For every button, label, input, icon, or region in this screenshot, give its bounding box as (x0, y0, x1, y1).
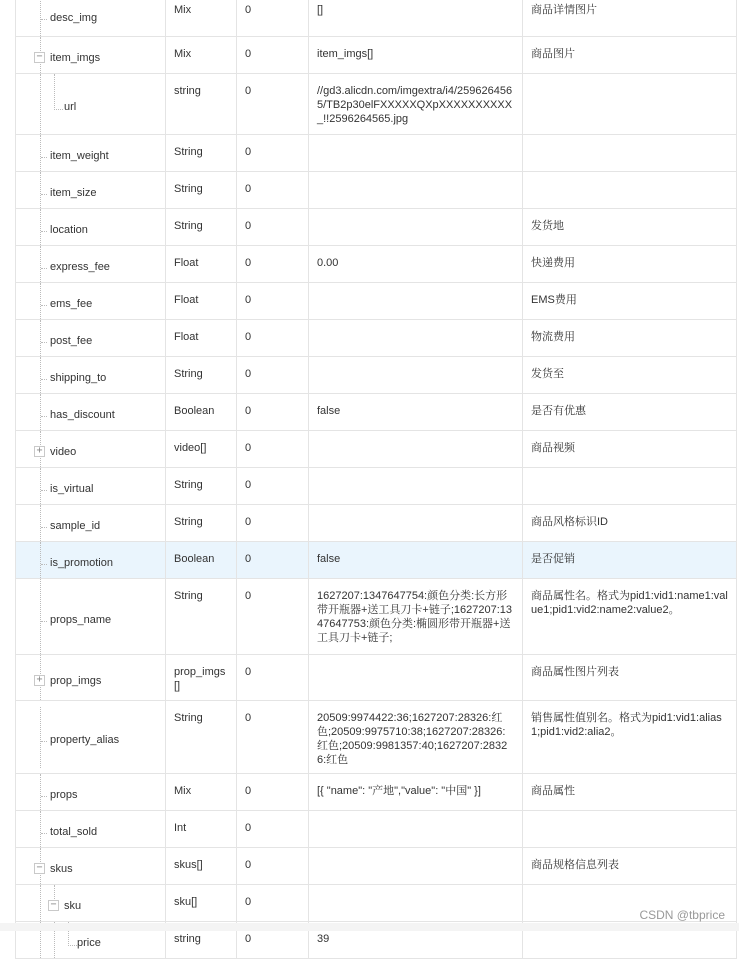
field-example-cell (309, 357, 523, 394)
field-name-cell (16, 505, 166, 542)
field-name-cell (16, 246, 166, 283)
field-name: props_name (50, 613, 112, 626)
field-example-cell: [{ "name": "产地","value": "中国" }] (309, 774, 523, 811)
field-desc-cell (523, 468, 737, 505)
field-name-cell (16, 172, 166, 209)
table-row (16, 283, 737, 320)
field-name-cell (16, 848, 166, 885)
field-name-cell (16, 135, 166, 172)
field-required-cell: 0 (237, 542, 309, 579)
field-required-cell: 0 (237, 74, 309, 135)
field-required-cell: 0 (237, 135, 309, 172)
field-example-cell: 1627207:1347647754:颜色分类:长方形带开瓶器+送工具刀卡+链子;1627207:1347647753:颜色分类:椭圆形带开瓶器+送工具刀卡+链子; (309, 579, 523, 655)
field-name: location (50, 224, 88, 236)
field-type-cell: Float (166, 246, 237, 283)
tree-dash (41, 833, 47, 834)
table-row (16, 811, 737, 848)
field-desc-cell: 发货至 (523, 357, 737, 394)
tree-line (40, 172, 41, 208)
tree-dash (41, 741, 47, 742)
table-row (16, 357, 737, 394)
tree-line (40, 283, 41, 319)
field-example-cell: false (309, 542, 523, 579)
table-row (16, 37, 737, 74)
field-required-cell: 0 (237, 848, 309, 885)
field-example-cell: //gd3.alicdn.com/imgextra/i4/2596264565/TB2p30elFXXXXXQXpXXXXXXXXXX_!!2596264565.jpg (309, 74, 523, 135)
field-name-cell (16, 468, 166, 505)
field-desc-cell: 商品属性 (523, 774, 737, 811)
table-row (16, 579, 737, 655)
field-name: item_imgs (50, 52, 101, 64)
field-desc-cell (523, 172, 737, 209)
field-type-cell: String (166, 579, 237, 655)
field-name: shipping_to (50, 372, 107, 384)
field-name: prop_imgs (50, 674, 102, 687)
field-type-cell: String (166, 357, 237, 394)
tree-elbow (54, 74, 63, 110)
field-type-cell: String (166, 135, 237, 172)
field-type-cell: Boolean (166, 542, 237, 579)
field-type-cell: String (166, 468, 237, 505)
table-row (16, 468, 737, 505)
table-row (16, 74, 737, 135)
field-required-cell: 0 (237, 37, 309, 74)
tree-line (40, 774, 41, 810)
field-desc-cell: 快递费用 (523, 246, 737, 283)
field-name: property_alias (50, 734, 120, 746)
field-name: ems_fee (50, 298, 93, 310)
tree-dash (41, 416, 47, 417)
field-desc-cell: 商品图片 (523, 37, 737, 74)
field-type-cell: string (166, 922, 237, 959)
table-row (16, 885, 737, 922)
table-row (16, 209, 737, 246)
field-desc-cell: 商品视频 (523, 431, 737, 468)
field-name: url (64, 101, 77, 113)
field-example-cell (309, 811, 523, 848)
field-desc-cell: EMS费用 (523, 283, 737, 320)
tree-dash (41, 796, 47, 797)
field-name: has_discount (50, 409, 115, 421)
field-required-cell: 0 (237, 209, 309, 246)
field-required-cell: 0 (237, 579, 309, 655)
field-name: sample_id (50, 520, 101, 532)
field-required-cell: 0 (237, 0, 309, 37)
tree-line (40, 135, 41, 171)
field-desc-cell: 物流费用 (523, 320, 737, 357)
field-type-cell: Mix (166, 37, 237, 74)
field-example-cell (309, 283, 523, 320)
field-desc-cell: 商品规格信息列表 (523, 848, 737, 885)
field-name: props (50, 789, 78, 801)
field-name-cell (16, 701, 166, 774)
tree-dash (41, 157, 47, 158)
field-type-cell: Float (166, 320, 237, 357)
bottom-scroll-shade (0, 923, 739, 931)
field-required-cell: 0 (237, 922, 309, 959)
field-desc-cell: 商品详情图片 (523, 0, 737, 37)
field-desc-cell: 销售属性值别名。格式为pid1:vid1:alias1;pid1:vid2:alia2。 (523, 701, 737, 774)
field-desc-cell: 是否促销 (523, 542, 737, 579)
field-type-cell: Int (166, 811, 237, 848)
field-desc-cell: 商品属性名。格式为pid1:vid1:name1:value1;pid1:vid2:name2:value2。 (523, 579, 737, 655)
tree-dash (41, 19, 47, 20)
watermark: CSDN @tbprice (639, 908, 725, 922)
field-example-cell (309, 320, 523, 357)
field-example-cell: [] (309, 0, 523, 37)
field-name-cell (16, 209, 166, 246)
field-type-cell: skus[] (166, 848, 237, 885)
field-type-cell: prop_imgs[] (166, 655, 237, 701)
table-row (16, 505, 737, 542)
tree-line (40, 209, 41, 245)
field-required-cell: 0 (237, 394, 309, 431)
field-type-cell: String (166, 209, 237, 246)
field-desc-cell (523, 74, 737, 135)
tree-line (40, 579, 41, 654)
field-name-cell (16, 37, 166, 74)
field-name: sku (64, 900, 82, 912)
field-type-cell: Mix (166, 0, 237, 37)
field-example-cell (309, 135, 523, 172)
tree-line (40, 885, 41, 921)
table-row (16, 135, 737, 172)
table-row (16, 542, 737, 579)
tree-line (40, 74, 41, 134)
field-example-cell: 39 (309, 922, 523, 959)
field-name: item_size (50, 187, 97, 199)
table-row (16, 655, 737, 701)
field-desc-cell (523, 135, 737, 172)
table-row (16, 431, 737, 468)
field-example-cell (309, 172, 523, 209)
field-desc-cell: 发货地 (523, 209, 737, 246)
field-example-cell (309, 505, 523, 542)
tree-line (40, 811, 41, 847)
tree-dash (41, 231, 47, 232)
field-type-cell: Float (166, 283, 237, 320)
table-row (16, 320, 737, 357)
tree-line (40, 394, 41, 430)
field-required-cell: 0 (237, 172, 309, 209)
tree-dash (41, 268, 47, 269)
table-row (16, 774, 737, 811)
api-field-table (15, 0, 737, 959)
tree-line (40, 246, 41, 282)
table-row (16, 701, 737, 774)
field-type-cell: string (166, 74, 237, 135)
field-required-cell: 0 (237, 701, 309, 774)
field-name-cell (16, 774, 166, 811)
field-desc-cell: 商品风格标识ID (523, 505, 737, 542)
field-required-cell: 0 (237, 283, 309, 320)
field-required-cell: 0 (237, 357, 309, 394)
tree-line (40, 320, 41, 356)
field-name-cell (16, 431, 166, 468)
field-required-cell: 0 (237, 505, 309, 542)
tree-dash (41, 490, 47, 491)
field-required-cell: 0 (237, 431, 309, 468)
field-example-cell (309, 885, 523, 922)
field-name: video (50, 446, 77, 458)
table-row (16, 246, 737, 283)
field-required-cell: 0 (237, 811, 309, 848)
field-name-cell (16, 885, 166, 922)
tree-dash (41, 621, 47, 622)
field-example-cell: item_imgs[] (309, 37, 523, 74)
field-type-cell: video[] (166, 431, 237, 468)
tree-dash (41, 527, 47, 528)
field-name-cell (16, 283, 166, 320)
field-name: skus (50, 863, 73, 875)
field-required-cell: 0 (237, 885, 309, 922)
tree-line (40, 468, 41, 504)
table-row (16, 394, 737, 431)
field-name: post_fee (50, 335, 93, 347)
field-type-cell: String (166, 701, 237, 774)
tree-dash (41, 342, 47, 343)
field-example-cell (309, 848, 523, 885)
collapse-icon[interactable]: − (34, 52, 45, 63)
field-type-cell: String (166, 172, 237, 209)
tree-line (40, 707, 41, 768)
collapse-icon[interactable]: − (48, 900, 59, 911)
field-name: price (77, 937, 101, 949)
field-name-cell (16, 0, 166, 37)
field-name-cell (16, 394, 166, 431)
field-example-cell: 20509:9974422:36;1627207:28326:红色;20509:9975710:38;1627207:28326:红色;20509:9981357:40;1627207:28326:红色 (309, 701, 523, 774)
field-type-cell: sku[] (166, 885, 237, 922)
table-row (16, 848, 737, 885)
tree-dash (41, 564, 47, 565)
tree-line (40, 357, 41, 393)
field-required-cell: 0 (237, 246, 309, 283)
field-name-cell (16, 579, 166, 655)
field-desc-cell (523, 811, 737, 848)
field-name: express_fee (50, 261, 110, 273)
field-example-cell: 0.00 (309, 246, 523, 283)
field-type-cell: String (166, 505, 237, 542)
expand-icon[interactable]: + (34, 675, 45, 686)
field-example-cell (309, 468, 523, 505)
tree-dash (41, 305, 47, 306)
field-name: item_weight (50, 150, 109, 162)
field-name: is_promotion (50, 557, 113, 569)
tree-line (40, 542, 41, 578)
field-example-cell (309, 655, 523, 701)
field-type-cell: Boolean (166, 394, 237, 431)
tree-dash (41, 379, 47, 380)
field-name-cell (16, 357, 166, 394)
tree-dash (41, 194, 47, 195)
field-example-cell (309, 431, 523, 468)
field-name-cell (16, 320, 166, 357)
field-desc-cell: 商品属性图片列表 (523, 655, 737, 701)
field-required-cell: 0 (237, 655, 309, 701)
field-name: total_sold (50, 826, 98, 838)
field-name-cell (16, 811, 166, 848)
expand-icon[interactable]: + (34, 446, 45, 457)
collapse-icon[interactable]: − (34, 863, 45, 874)
field-name: is_virtual (50, 483, 94, 495)
table-row (16, 0, 737, 37)
table-row (16, 172, 737, 209)
field-required-cell: 0 (237, 468, 309, 505)
field-type-cell: Mix (166, 774, 237, 811)
field-required-cell: 0 (237, 774, 309, 811)
tree-line (40, 505, 41, 541)
field-desc-cell: 是否有优惠 (523, 394, 737, 431)
field-name-cell (16, 655, 166, 701)
field-example-cell: false (309, 394, 523, 431)
field-example-cell (309, 209, 523, 246)
field-name-cell (16, 542, 166, 579)
field-name: desc_img (50, 11, 98, 24)
field-required-cell: 0 (237, 320, 309, 357)
field-name-cell (16, 74, 166, 135)
